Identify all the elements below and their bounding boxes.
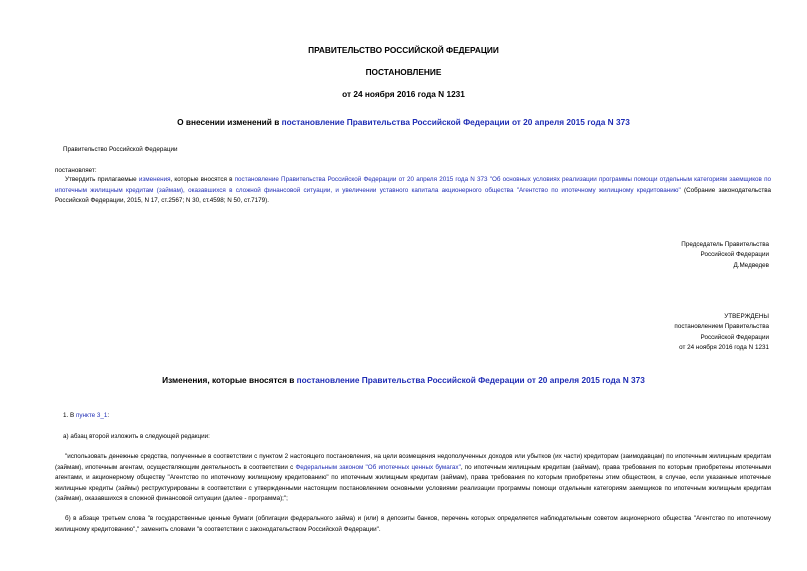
signature-line-1: Председатель Правительства (681, 241, 769, 248)
signature-line-2: Российской Федерации (700, 251, 769, 259)
approval-block (469, 312, 769, 354)
changes-link[interactable]: изменения (138, 176, 171, 183)
changes-title (0, 375, 807, 385)
government-heading: ПРАВИТЕЛЬСТВО РОССИЙСКОЙ ФЕДЕРАЦИИ (308, 45, 499, 55)
quoted-paragraph (55, 452, 771, 505)
decree-373-link[interactable]: постановление Правительства Российской Федерации от 20 апреля 2015 года N 373 "Об основных условиях реализации программы помощи отдельным категориям заемщиков по ипотечным жилищным кредитам (займам), оказавшихся в сложной финансовой ситуации, и увеличении уставного капитала акционерного общества "Агентство по ипотечному жилищному кредитованию" (55, 176, 771, 194)
item-1-prefix: 1. В (63, 412, 76, 419)
item-b (55, 514, 771, 535)
approval-line-2: постановлением Правительства (674, 323, 769, 331)
document-title (0, 117, 807, 127)
intro-text-a: Утвердить прилагаемые (65, 176, 139, 183)
intro-decrees: постановляет: (55, 167, 97, 174)
document-date: от 24 ноября 2016 года N 1231 (342, 89, 465, 99)
quote-text-b: , по ипотечным жилищным кредитам (займам), права требования по которым приобретены ипотечными агентами, и акционерному обществу "Агентство по ипотечному жилищному кредитованию" по ипотечным жилищным кредитам (займам), права требования по которым приобретены этим обществом, в случае, если указанные ипотечные жилищные кредиты (займы) реструктурированы в соответствии с утвержденными настоящим постановлением основными условиями реализации программы помощи отдельным категориям заемщиков по ипотечным жилищным кредитам (займам), оказавшихся в сложной финансовой ситуации (далее - программа);"; (55, 463, 771, 503)
title-link[interactable]: постановление Правительства Российской Федерации от 20 апреля 2015 года N 373 (281, 117, 630, 127)
signature-line-3: Д.Медведев (733, 261, 769, 269)
item-1 (63, 411, 109, 421)
approval-line-4: от 24 ноября 2016 года N 1231 (679, 344, 769, 352)
clause-3-1-link[interactable]: пункте 3_1 (75, 412, 108, 419)
item-1-suffix: : (107, 412, 110, 419)
intro-government: Правительство Российской Федерации (63, 146, 178, 153)
item-b-text: б) в абзаце третьем слова "в государственные ценные бумаги (облигации федерального займа) и (или) в депозиты банков, перечень которых определяется наблюдательным советом акционерного общества "Агентство по ипотечному жилищному кредитованию"," заменить словами "в соответствии с законодательством Российской Федерации". (55, 515, 771, 533)
changes-title-link[interactable]: постановление Правительства Российской Федерации от 20 апреля 2015 года N 373 (296, 375, 645, 385)
document-type: ПОСТАНОВЛЕНИЕ (365, 67, 442, 77)
approval-line-3: Российской Федерации (700, 333, 769, 341)
quote-text-a: "использовать денежные средства, полученные в соответствии с пунктом 2 настоящего постановления, на цели возмещения недополученных доходов или убытков (их части) кредиторам (заимодавцам) по ипотечным жилищным кредитам (займам), ипотечным агентам, осуществляющим деятельность в соответствии с (55, 453, 771, 471)
intro-paragraph (55, 175, 771, 207)
intro-text-c: (Собрание законодательства Российской Федерации, 2015, N 17, ст.2567; N 30, ст.4598; N 50, ст.7179). (55, 186, 772, 205)
changes-title-prefix: Изменения, которые вносятся в (162, 375, 297, 385)
title-prefix: О внесении изменений в (177, 117, 282, 127)
signature-block (469, 240, 769, 271)
approval-line-1: УТВЕРЖДЕНЫ (724, 313, 769, 320)
item-a: а) абзац второй изложить в следующей редакции: (63, 433, 210, 440)
federal-law-link[interactable]: Федеральным законом "Об ипотечных ценных бумагах" (295, 463, 461, 471)
intro-text-b: , которые вносятся в (170, 176, 235, 183)
